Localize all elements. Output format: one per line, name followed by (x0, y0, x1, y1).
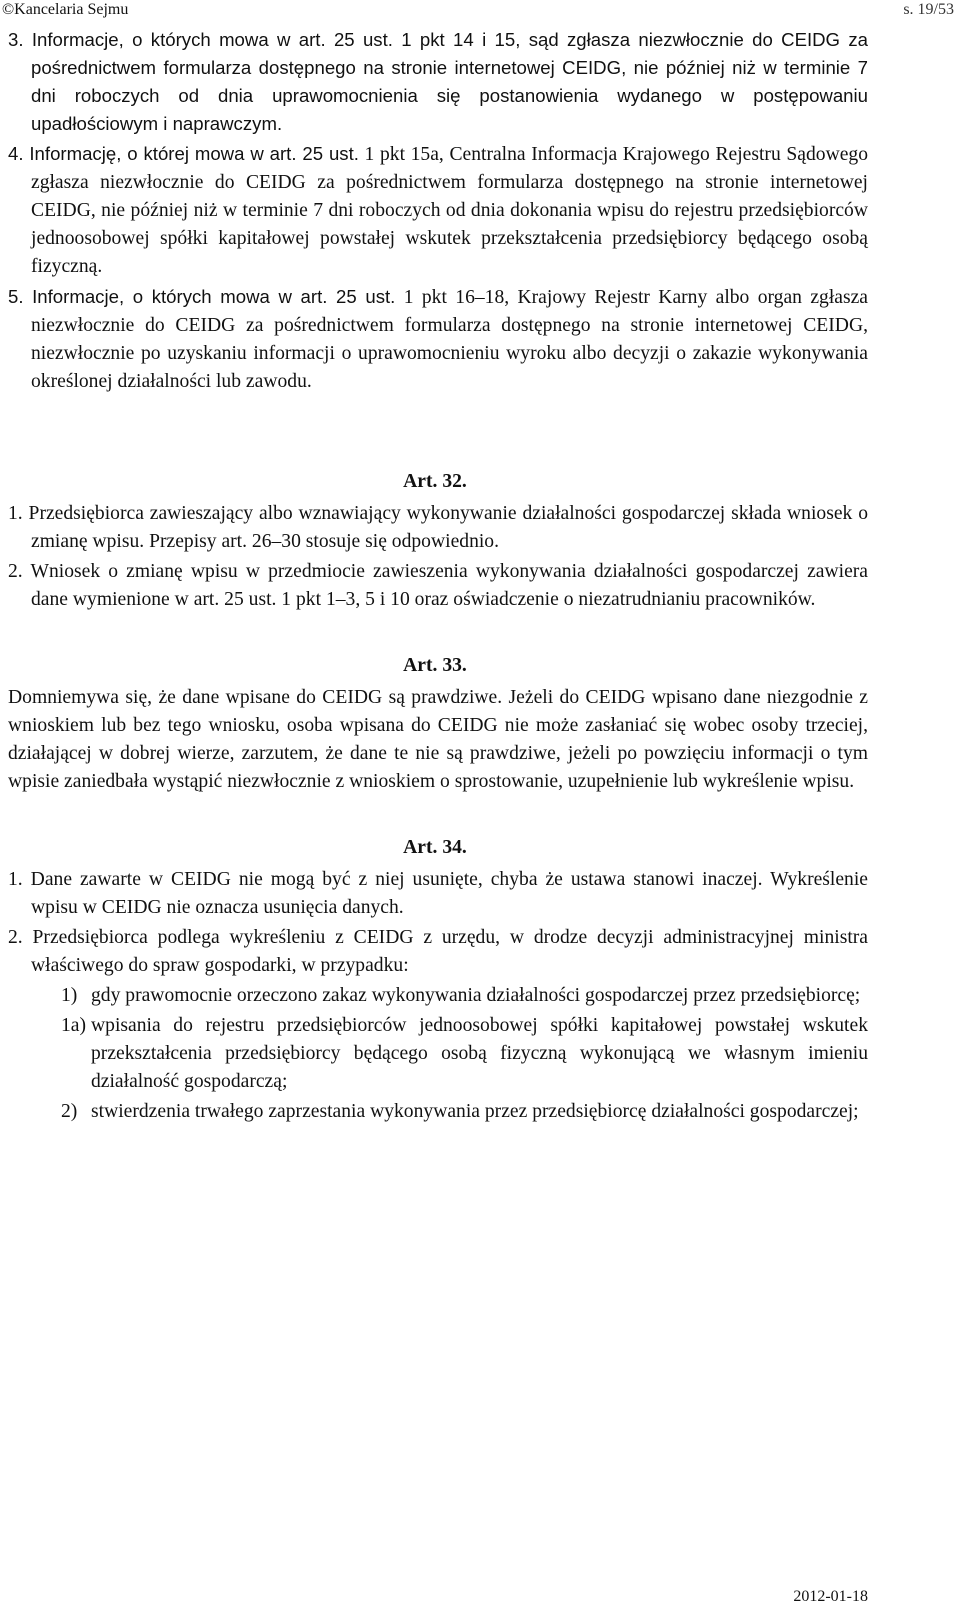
paragraph-4-intro: 4. Informację, o której mowa w art. 25 ust. (8, 143, 359, 164)
article-32-heading: Art. 32. (403, 471, 467, 492)
paragraph-5-body: 1 pkt 16–18, Krajowy Rejestr Karny albo organ zgłasza niezwłocznie do CEIDG za pośrednictwem formularza dostępnego na stronie internetowej CEIDG, niezwłocznie po uzyskaniu informacji o uprawomocnieniu wyroku albo decyzji o zakazie wykonywania określonej działalności lub zawodu. (31, 287, 868, 392)
art34-paragraph-2: 2. Przedsiębiorca podlega wykreśleniu z CEIDG z urzędu, w drodze decyzji administracyjnej ministra właściwego do spraw gospodarki, w przypadku: (8, 927, 868, 976)
list-item-text: gdy prawomocnie orzeczono zakaz wykonywania działalności gospodarczej przez przedsiębiorcę; (91, 985, 861, 1006)
page-number: s. 19/53 (903, 1, 954, 18)
footer-date: 2012-01-18 (793, 1588, 868, 1605)
list-item-text: wpisania do rejestru przedsiębiorców jednoosobowej spółki kapitałowej powstałej wskutek przekształcenia przedsiębiorcy będącego osobą fizyczną wykonującą we własnym imieniu działalność gospodarczą; (91, 1015, 868, 1092)
paragraph-5 (0, 283, 868, 396)
art32-paragraph-1: 1. Przedsiębiorca zawieszający albo wznawiający wykonywanie działalności gospodarczej składa wniosek o zmianę wpisu. Przepisy art. 26–30 stosuje się odpowiednio. (8, 503, 868, 552)
art34-paragraph-1: 1. Dane zawarte w CEIDG nie mogą być z niej usunięte, chyba że ustawa stanowi inaczej. Wykreślenie wpisu w CEIDG nie oznacza usunięcia danych. (8, 869, 868, 918)
list-item-label: 1) (61, 985, 78, 1006)
article-33-heading: Art. 33. (403, 655, 467, 676)
list-item-label: 2) (61, 1101, 78, 1122)
list-item (0, 1012, 868, 1096)
paragraph-3: 3. Informacje, o których mowa w art. 25 ust. 1 pkt 14 i 15, sąd zgłasza niezwłocznie do CEIDG za pośrednictwem formularza dostępnego na stronie internetowej CEIDG, nie później niż w terminie 7 dni roboczych od dnia uprawomocnienia się postanowienia wydanego w postępowaniu upadłościowym i naprawczym. (8, 29, 868, 134)
paragraph-5-intro: 5. Informacje, o których mowa w art. 25 ust. (8, 286, 396, 307)
list-item-text: stwierdzenia trwałego zaprzestania wykonywania przez przedsiębiorcę działalności gospodarczej; (91, 1101, 859, 1122)
paragraph-4 (0, 140, 868, 281)
list-item (0, 1098, 868, 1126)
article-34-heading: Art. 34. (403, 837, 467, 858)
list-item-label: 1a) (61, 1015, 87, 1036)
art33-paragraph: Domniemywa się, że dane wpisane do CEIDG są prawdziwe. Jeżeli do CEIDG wpisano dane niezgodnie z wnioskiem lub bez tego wniosku, osoba wpisana do CEIDG nie może zasłaniać się wobec osoby trzeciej, działającej w dobrej wierze, zarzutem, że dane te nie są prawdziwe, jeżeli po powzięciu informacji o tym wpisie zaniedbała wystąpić niezwłocznie z wnioskiem o sprostowanie, uzupełnienie lub wykreślenie wpisu. (8, 687, 868, 792)
list-item (0, 982, 868, 1010)
paragraph-4-body: 1 pkt 15a, Centralna Informacja Krajowego Rejestru Sądowego zgłasza niezwłocznie do CEIDG za pośrednictwem formularza dostępnego na stronie internetowej CEIDG, nie później niż w terminie 7 dni roboczych od dnia dokonania wpisu do rejestru przedsiębiorców jednoosobowej spółki kapitałowej powstałej wskutek przekształcenia przedsiębiorcy będącego osobą fizyczną. (31, 144, 869, 277)
document-body (0, 26, 960, 1128)
header-copyright: ©Kancelaria Sejmu (2, 1, 129, 18)
art32-paragraph-2: 2. Wniosek o zmianę wpisu w przedmiocie zawieszenia wykonywania działalności gospodarczej zawiera dane wymienione w art. 25 ust. 1 pkt 1–3, 5 i 10 oraz oświadczenie o niezatrudnianiu pracowników. (8, 561, 868, 610)
